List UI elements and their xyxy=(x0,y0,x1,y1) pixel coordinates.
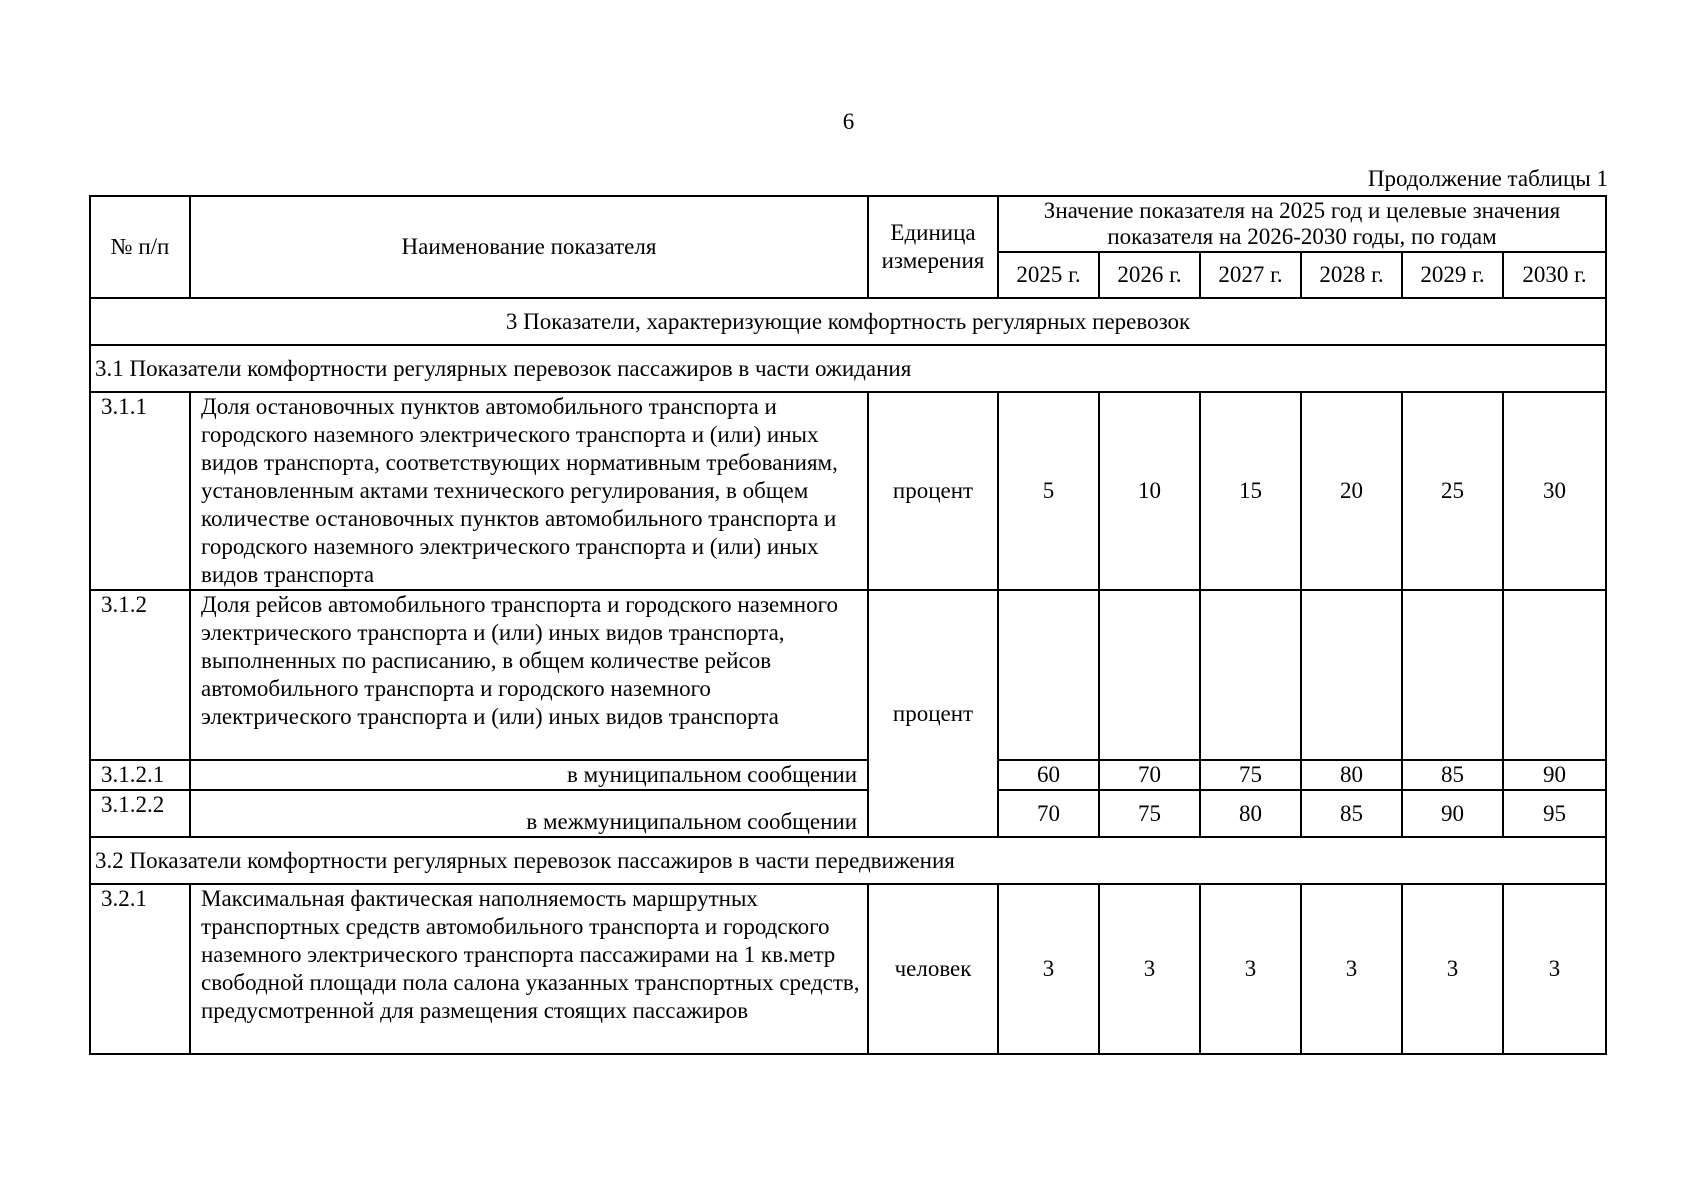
value-2030: 95 xyxy=(1503,790,1606,837)
table-row xyxy=(90,392,1606,590)
value-2026: 3 xyxy=(1099,884,1200,1054)
value-2026: 70 xyxy=(1099,760,1200,790)
value-2028: 3 xyxy=(1301,884,1402,1054)
subsection-3-1-title: 3.1 Показатели комфортности регулярных перевозок пассажиров в части ожидания xyxy=(90,345,1606,392)
value-2025: 60 xyxy=(998,760,1099,790)
row-num: 3.1.1 xyxy=(90,392,190,590)
value-2027: 15 xyxy=(1200,392,1301,590)
empty-cell xyxy=(1200,590,1301,760)
value-2028: 80 xyxy=(1301,760,1402,790)
value-2028: 20 xyxy=(1301,392,1402,590)
row-name: Доля остановочных пунктов автомобильного транспорта и городского наземного электрического транспорта и (или) иных видов транспорта, соответствующих нормативным требованиям, установленным актами технического регулирования, в общем количестве остановочных пунктов автомобильного транспорта и городского наземного электрического транспорта и (или) иных видов транспорта xyxy=(190,392,868,590)
value-2029: 85 xyxy=(1402,760,1503,790)
row-unit: человек xyxy=(868,884,998,1054)
table-row xyxy=(90,884,1606,1054)
table-row xyxy=(90,790,1606,837)
row-num: 3.1.2.2 xyxy=(90,790,190,837)
value-2030: 30 xyxy=(1503,392,1606,590)
row-name: в муниципальном сообщении xyxy=(190,760,868,790)
row-name: Доля рейсов автомобильного транспорта и городского наземного электрического транспорта и (или) иных видов транспорта, выполненных по расписанию, в общем количестве рейсов автомобильного транспорта и городского наземного электрического транспорта и (или) иных видов транспорта xyxy=(190,590,868,760)
subsection-row xyxy=(90,837,1606,884)
value-2028: 85 xyxy=(1301,790,1402,837)
value-2030: 90 xyxy=(1503,760,1606,790)
header-num: № п/п xyxy=(90,196,190,298)
value-2029: 3 xyxy=(1402,884,1503,1054)
row-unit: процент xyxy=(868,392,998,590)
header-year-2027: 2027 г. xyxy=(1200,252,1301,298)
header-year-2025: 2025 г. xyxy=(998,252,1099,298)
header-year-2030: 2030 г. xyxy=(1503,252,1606,298)
table-row xyxy=(90,590,1606,760)
header-values-group: Значение показателя на 2025 год и целевые значения показателя на 2026-2030 годы, по годам xyxy=(998,196,1606,252)
row-unit: процент xyxy=(868,590,998,837)
section-3-title: 3 Показатели, характеризующие комфортность регулярных перевозок xyxy=(90,298,1606,345)
header-unit: Единица измерения xyxy=(868,196,998,298)
header-name: Наименование показателя xyxy=(190,196,868,298)
row-name: в межмуниципальном сообщении xyxy=(190,790,868,837)
empty-cell xyxy=(998,590,1099,760)
row-name: Максимальная фактическая наполняемость маршрутных транспортных средств автомобильного транспорта и городского наземного электрического транспорта пассажирами на 1 кв.метр свободной площади пола салона указанных транспортных средств, предусмотренной для размещения стоящих пассажиров xyxy=(190,884,868,1054)
section-row xyxy=(90,298,1606,345)
value-2027: 75 xyxy=(1200,760,1301,790)
empty-cell xyxy=(1503,590,1606,760)
table-row xyxy=(90,760,1606,790)
value-2030: 3 xyxy=(1503,884,1606,1054)
header-year-2028: 2028 г. xyxy=(1301,252,1402,298)
value-2029: 90 xyxy=(1402,790,1503,837)
table-continuation-label: Продолжение таблицы 1 xyxy=(1367,166,1608,191)
value-2025: 70 xyxy=(998,790,1099,837)
empty-cell xyxy=(1402,590,1503,760)
row-num: 3.1.2 xyxy=(90,590,190,760)
value-2025: 5 xyxy=(998,392,1099,590)
header-year-2026: 2026 г. xyxy=(1099,252,1200,298)
page-number: 6 xyxy=(842,109,855,134)
subsection-3-2-title: 3.2 Показатели комфортности регулярных перевозок пассажиров в части передвижения xyxy=(90,837,1606,884)
value-2027: 80 xyxy=(1200,790,1301,837)
indicators-table xyxy=(89,195,1607,1055)
row-num: 3.1.2.1 xyxy=(90,760,190,790)
value-2026: 75 xyxy=(1099,790,1200,837)
value-2027: 3 xyxy=(1200,884,1301,1054)
empty-cell xyxy=(1099,590,1200,760)
empty-cell xyxy=(1301,590,1402,760)
value-2026: 10 xyxy=(1099,392,1200,590)
value-2025: 3 xyxy=(998,884,1099,1054)
subsection-row xyxy=(90,345,1606,392)
row-num: 3.2.1 xyxy=(90,884,190,1054)
value-2029: 25 xyxy=(1402,392,1503,590)
header-year-2029: 2029 г. xyxy=(1402,252,1503,298)
